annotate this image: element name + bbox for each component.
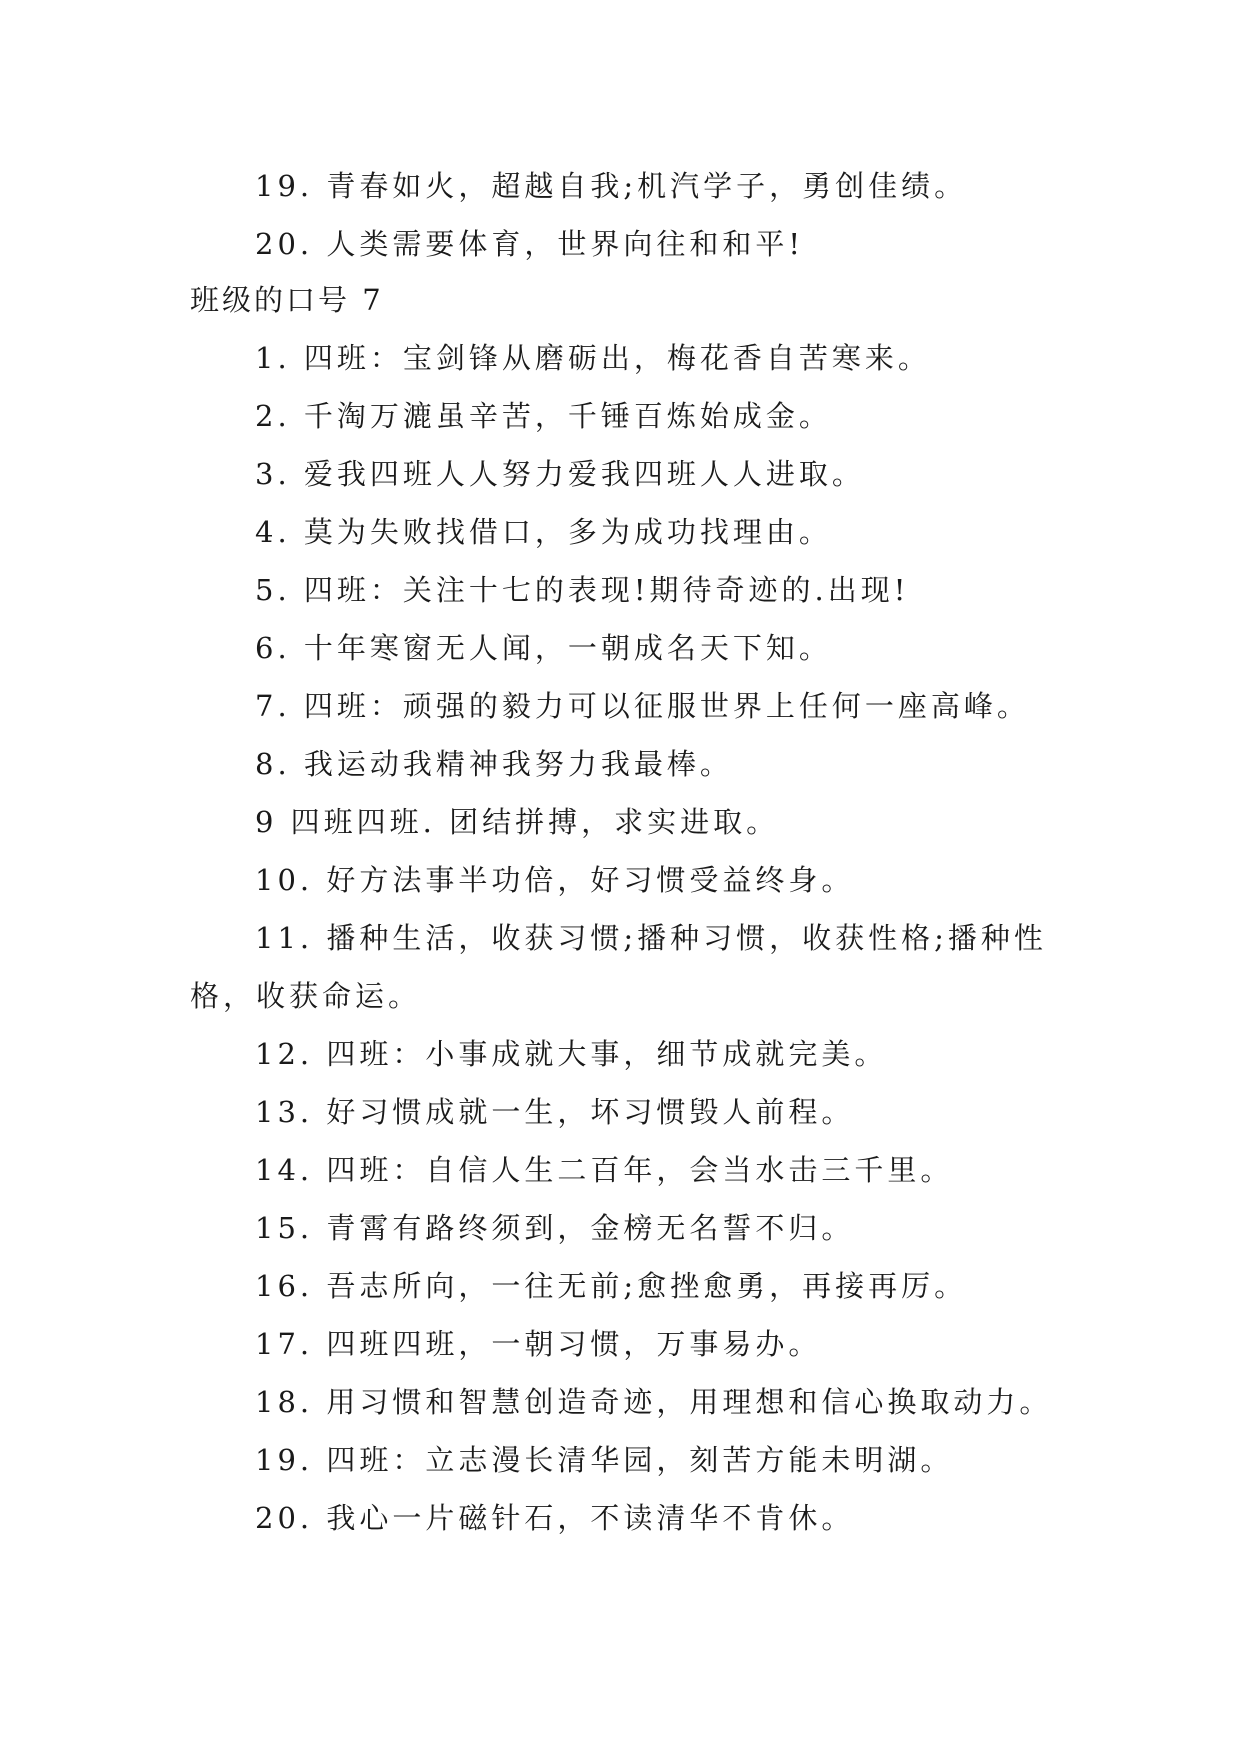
slogan-line-3: 3. 爱我四班人人努力爱我四班人人进取。: [255, 457, 865, 491]
slogan-line-11: 11. 播种生活，收获习惯;播种习惯，收获性格;播种性: [255, 921, 1047, 955]
slogan-line-1: 1. 四班：宝剑锋从磨砺出，梅花香自苦寒来。: [255, 341, 931, 375]
slogan-line-14: 14. 四班：自信人生二百年，会当水击三千里。: [255, 1153, 954, 1187]
slogan-line-12: 12. 四班：小事成就大事，细节成就完美。: [255, 1037, 888, 1071]
slogan-line-8: 8. 我运动我精神我努力我最棒。: [255, 747, 733, 781]
slogan-line-10: 10. 好方法事半功倍，好习惯受益终身。: [255, 863, 855, 897]
slogan-line-15: 15. 青霄有路终须到，金榜无名誓不归。: [255, 1211, 855, 1245]
slogan-line-6: 6. 十年寒窗无人闻，一朝成名天下知。: [255, 631, 832, 665]
slogan-line-4: 4. 莫为失败找借口，多为成功找理由。: [255, 515, 832, 549]
slogan-line-20-prev: 20. 人类需要体育，世界向往和和平!: [255, 227, 804, 261]
slogan-line-5: 5. 四班：关注十七的表现!期待奇迹的.出现!: [255, 573, 910, 607]
slogan-line-11-continued: 格，收获命运。: [190, 979, 422, 1013]
slogan-line-2: 2. 千淘万漉虽辛苦，千锤百炼始成金。: [255, 399, 832, 433]
slogan-line-13: 13. 好习惯成就一生，坏习惯毁人前程。: [255, 1095, 855, 1129]
slogan-line-18: 18. 用习惯和智慧创造奇迹，用理想和信心换取动力。: [255, 1385, 1053, 1419]
slogan-line-19-prev: 19. 青春如火，超越自我;机汽学子，勇创佳绩。: [255, 169, 968, 203]
section-heading: 班级的口号 7: [190, 283, 384, 317]
slogan-line-20: 20. 我心一片磁针石，不读清华不肯休。: [255, 1501, 855, 1535]
slogan-line-9: 9 四班四班. 团结拼搏，求实进取。: [255, 805, 780, 839]
slogan-line-19: 19. 四班：立志漫长清华园，刻苦方能未明湖。: [255, 1443, 954, 1477]
slogan-line-16: 16. 吾志所向，一往无前;愈挫愈勇，再接再厉。: [255, 1269, 968, 1303]
slogan-line-17: 17. 四班四班，一朝习惯，万事易办。: [255, 1327, 822, 1361]
slogan-line-7: 7. 四班：顽强的毅力可以征服世界上任何一座高峰。: [255, 689, 1030, 723]
